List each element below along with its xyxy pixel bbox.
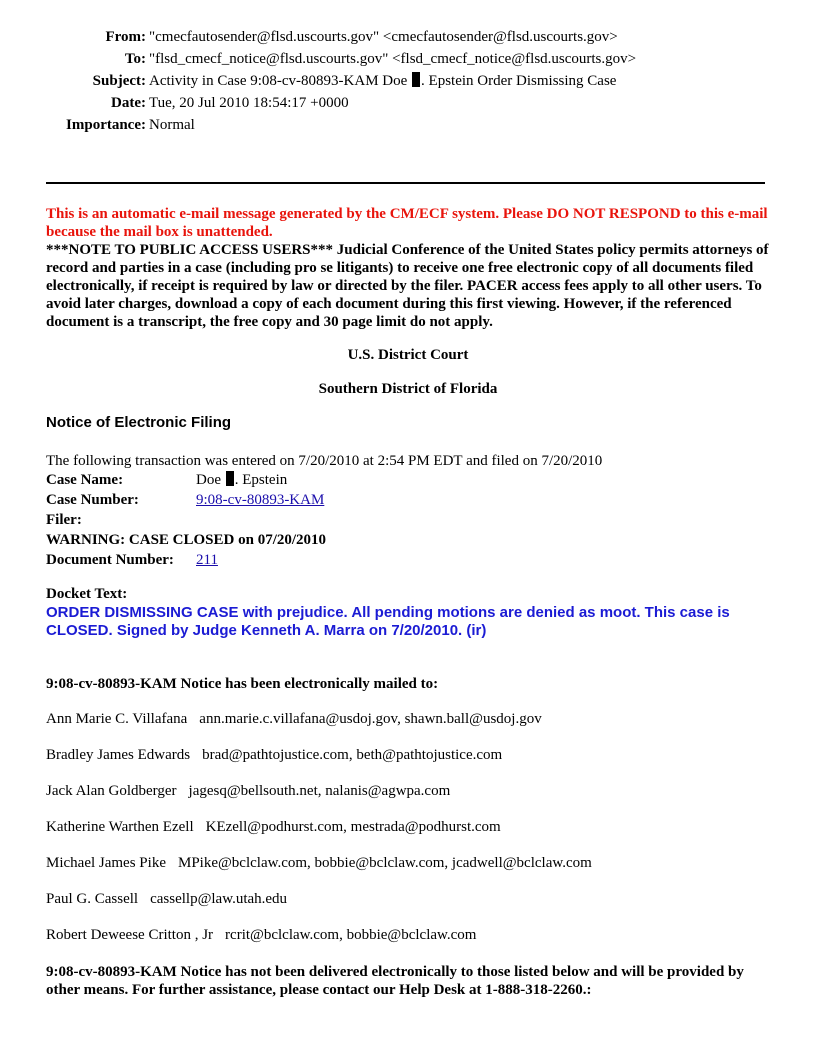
recipient-emails: MPike@bclclaw.com, bobbie@bclclaw.com, jcadwell@bclclaw.com bbox=[177, 855, 592, 871]
date-label: Date: bbox=[111, 95, 146, 111]
recipient-row bbox=[46, 747, 502, 764]
recipient-name: Paul G. Cassell bbox=[46, 891, 139, 907]
court-name: U.S. District Court bbox=[347, 347, 469, 363]
subject-row bbox=[46, 70, 636, 92]
recipient-row bbox=[46, 711, 542, 728]
to-value: "flsd_cmecf_notice@flsd.uscourts.gov" <flsd_cmecf_notice@flsd.uscourts.gov> bbox=[149, 51, 637, 67]
recipient-row bbox=[46, 855, 592, 872]
date-row bbox=[46, 92, 636, 114]
recipient-emails: cassellp@law.utah.edu bbox=[150, 891, 288, 907]
recipient-emails: brad@pathtojustice.com, beth@pathtojustice.com bbox=[202, 747, 503, 763]
auto-message-warning: This is an automatic e-mail message generated by the CM/ECF system. Please DO NOT RESPOND to this e-mail because the mail box is unattended. bbox=[46, 206, 768, 240]
case-name-label: Case Name: bbox=[46, 472, 124, 488]
document-number-link[interactable]: 211 bbox=[196, 552, 218, 568]
case-name-value bbox=[196, 470, 287, 490]
header-divider bbox=[46, 182, 765, 184]
nef-title: Notice of Electronic Filing bbox=[46, 414, 232, 431]
recipient-name: Katherine Warthen Ezell bbox=[46, 819, 194, 835]
case-closed-warning: WARNING: CASE CLOSED on 07/20/2010 bbox=[46, 532, 327, 548]
redaction-block bbox=[226, 471, 234, 486]
recipient-name: Jack Alan Goldberger bbox=[46, 783, 177, 799]
recipient-emails: KEzell@podhurst.com, mestrada@podhurst.com bbox=[205, 819, 501, 835]
importance-label: Importance: bbox=[66, 117, 146, 133]
mailed-to-heading: 9:08-cv-80893-KAM Notice has been electronically mailed to: bbox=[46, 676, 439, 692]
transaction-text: The following transaction was entered on 7/20/2010 at 2:54 PM EDT and filed on 7/20/2010 bbox=[46, 453, 603, 469]
from-value: "cmecfautosender@flsd.uscourts.gov" <cmecfautosender@flsd.uscourts.gov> bbox=[149, 29, 618, 45]
case-details bbox=[46, 470, 326, 570]
recipient-name: Michael James Pike bbox=[46, 855, 166, 871]
district-name: Southern District of Florida bbox=[318, 381, 498, 397]
importance-row bbox=[46, 114, 636, 136]
not-delivered-notice: 9:08-cv-80893-KAM Notice has not been delivered electronically to those listed below and will be provided by other means. For further assistance, please contact our Help Desk at 1-888-318-2260.: bbox=[46, 964, 744, 998]
public-access-note: ***NOTE TO PUBLIC ACCESS USERS*** Judicial Conference of the United States policy permits attorneys of record and parties in a case (including pro se litigants) to receive one free electronic copy of all documents filed electronically, if receipt is required by law or directed by the filer. PACER access fees apply to all other users. To avoid later charges, download a copy of each document during this first viewing. However, if the referenced document is a transcript, the free copy and 30 page limit do not apply. bbox=[46, 242, 769, 330]
closed-warning-row bbox=[46, 530, 326, 550]
recipient-name: Ann Marie C. Villafana bbox=[46, 711, 188, 727]
to-row bbox=[46, 48, 636, 70]
recipient-emails: jagesq@bellsouth.net, nalanis@agwpa.com bbox=[188, 783, 451, 799]
filer-row bbox=[46, 510, 326, 530]
recipient-emails: ann.marie.c.villafana@usdoj.gov, shawn.ball@usdoj.gov bbox=[199, 711, 542, 727]
document-number-row bbox=[46, 550, 326, 570]
case-name-row bbox=[46, 470, 326, 490]
recipient-row bbox=[46, 783, 450, 800]
document-number-label: Document Number: bbox=[46, 552, 174, 568]
recipient-row bbox=[46, 819, 501, 836]
recipient-name: Robert Deweese Critton , Jr bbox=[46, 927, 214, 943]
from-row bbox=[46, 26, 636, 48]
docket-text: ORDER DISMISSING CASE with prejudice. All pending motions are denied as moot. This case is CLOSED. Signed by Judge Kenneth A. Marra on 7/20/2010. (ir) bbox=[46, 604, 730, 639]
recipient-row bbox=[46, 927, 476, 944]
subject-suffix: . Epstein Order Dismissing Case bbox=[421, 73, 617, 89]
to-label: To: bbox=[124, 51, 146, 67]
from-label: From: bbox=[105, 29, 146, 45]
email-header bbox=[46, 26, 636, 136]
subject-prefix: Activity in Case 9:08-cv-80893-KAM Doe bbox=[149, 73, 408, 89]
importance-value: Normal bbox=[149, 117, 195, 133]
redaction-block bbox=[412, 72, 420, 87]
case-number-label: Case Number: bbox=[46, 492, 139, 508]
recipient-row bbox=[46, 891, 287, 908]
filer-label: Filer: bbox=[46, 512, 82, 528]
recipient-emails: rcrit@bclclaw.com, bobbie@bclclaw.com bbox=[225, 927, 477, 943]
case-name-suffix: . Epstein bbox=[234, 472, 288, 488]
case-name-prefix: Doe bbox=[196, 472, 221, 488]
recipient-name: Bradley James Edwards bbox=[46, 747, 191, 763]
subject-value bbox=[149, 70, 616, 92]
docket-text-label: Docket Text: bbox=[46, 586, 128, 602]
case-number-row bbox=[46, 490, 326, 510]
case-number-link[interactable]: 9:08-cv-80893-KAM bbox=[196, 492, 325, 508]
date-value: Tue, 20 Jul 2010 18:54:17 +0000 bbox=[149, 95, 349, 111]
subject-label: Subject: bbox=[92, 73, 146, 89]
